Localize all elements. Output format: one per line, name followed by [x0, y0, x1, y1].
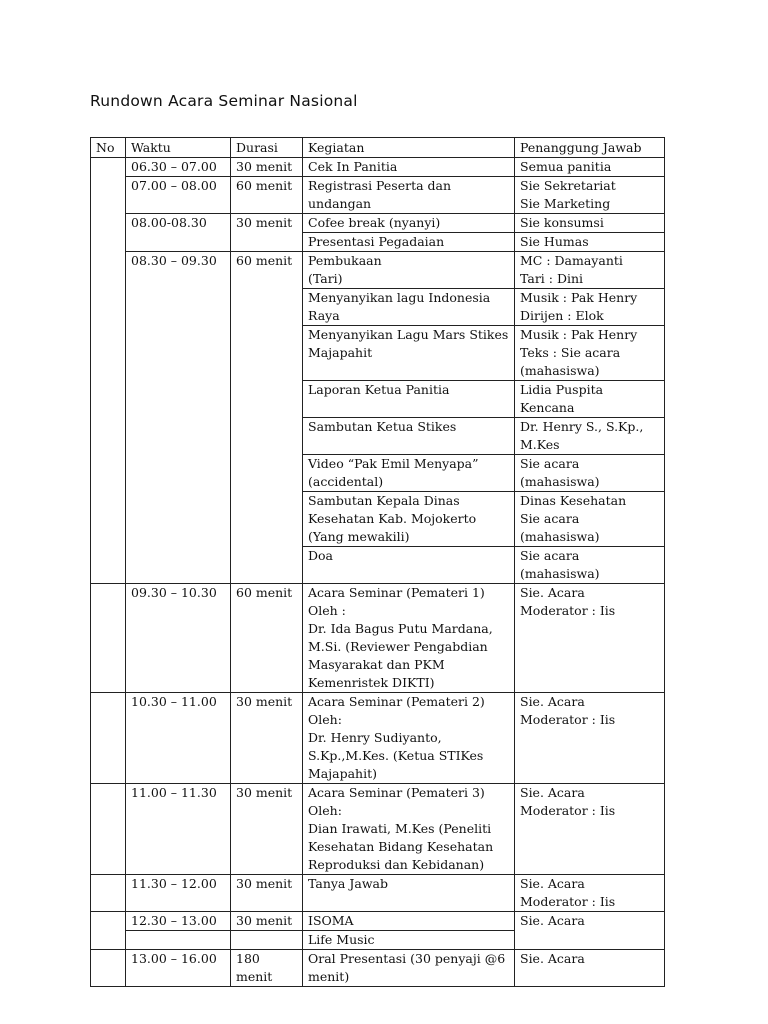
pj-cell: Sie. Acara — [515, 912, 665, 950]
kegiatan-cell: Menyanyikan Lagu Mars Stikes Majapahit — [303, 326, 515, 381]
durasi-cell: 180 menit — [231, 950, 303, 987]
pj-cell: Musik : Pak Henry Teks : Sie acara (mahasiswa) — [515, 326, 665, 381]
kegiatan-cell: Registrasi Peserta dan undangan — [303, 177, 515, 214]
waktu-cell: 06.30 – 07.00 — [126, 158, 231, 177]
durasi-cell: 30 menit — [231, 158, 303, 177]
rundown-table — [90, 137, 665, 987]
pj-cell: Sie acara (mahasiswa) — [515, 547, 665, 584]
no-cell — [91, 912, 126, 950]
pj-cell: Sie. Acara Moderator : Iis — [515, 875, 665, 912]
kegiatan-cell: Presentasi Pegadaian — [303, 233, 515, 252]
header-no: No — [91, 138, 126, 158]
durasi-cell: 60 menit — [231, 177, 303, 214]
table-row — [91, 950, 665, 987]
pj-cell: Sie Sekretariat Sie Marketing — [515, 177, 665, 214]
header-durasi: Durasi — [231, 138, 303, 158]
waktu-cell: 08.00-08.30 — [126, 214, 231, 252]
kegiatan-cell: Pembukaan (Tari) — [303, 252, 515, 289]
kegiatan-cell: Laporan Ketua Panitia — [303, 381, 515, 418]
no-cell — [91, 875, 126, 912]
kegiatan-cell: Cofee break (nyanyi) — [303, 214, 515, 233]
pj-cell: Sie Humas — [515, 233, 665, 252]
kegiatan-cell: Video “Pak Emil Menyapa” (accidental) — [303, 455, 515, 492]
table-row — [91, 784, 665, 875]
no-cell — [91, 693, 126, 784]
durasi-cell: 30 menit — [231, 784, 303, 875]
no-cell — [91, 158, 126, 584]
no-cell — [91, 784, 126, 875]
kegiatan-cell: Cek In Panitia — [303, 158, 515, 177]
durasi-cell: 30 menit — [231, 912, 303, 931]
durasi-cell: 60 menit — [231, 252, 303, 584]
pj-cell: Dr. Henry S., S.Kp., M.Kes — [515, 418, 665, 455]
waktu-cell: 08.30 – 09.30 — [126, 252, 231, 584]
header-penanggung-jawab: Penanggung Jawab — [515, 138, 665, 158]
durasi-cell — [231, 931, 303, 950]
table-header-row — [91, 138, 665, 158]
pj-cell: Musik : Pak Henry Dirijen : Elok — [515, 289, 665, 326]
kegiatan-cell: Sambutan Kepala Dinas Kesehatan Kab. Mojokerto (Yang mewakili) — [303, 492, 515, 547]
kegiatan-cell: Sambutan Ketua Stikes — [303, 418, 515, 455]
waktu-cell: 10.30 – 11.00 — [126, 693, 231, 784]
durasi-cell: 30 menit — [231, 214, 303, 252]
pj-cell: Sie. Acara Moderator : Iis — [515, 784, 665, 875]
pj-cell: Sie. Acara Moderator : Iis — [515, 584, 665, 693]
no-cell — [91, 584, 126, 693]
pj-cell: Lidia Puspita Kencana — [515, 381, 665, 418]
table-row — [91, 912, 665, 931]
header-kegiatan: Kegiatan — [303, 138, 515, 158]
header-waktu: Waktu — [126, 138, 231, 158]
waktu-cell: 12.30 – 13.00 — [126, 912, 231, 931]
kegiatan-cell: Doa — [303, 547, 515, 584]
waktu-cell: 11.30 – 12.00 — [126, 875, 231, 912]
table-row — [91, 693, 665, 784]
waktu-cell: 11.00 – 11.30 — [126, 784, 231, 875]
kegiatan-cell: Acara Seminar (Pemateri 3) Oleh: Dian Irawati, M.Kes (Peneliti Kesehatan Bidang Kesehatan Reproduksi dan Kebidanan) — [303, 784, 515, 875]
pj-cell: Dinas Kesehatan Sie acara (mahasiswa) — [515, 492, 665, 547]
kegiatan-cell: Acara Seminar (Pemateri 2) Oleh: Dr. Henry Sudiyanto, S.Kp.,M.Kes. (Ketua STIKes Majapahit) — [303, 693, 515, 784]
table-row — [91, 875, 665, 912]
pj-cell: Sie acara (mahasiswa) — [515, 455, 665, 492]
kegiatan-cell: Life Music — [303, 931, 515, 950]
durasi-cell: 30 menit — [231, 693, 303, 784]
pj-cell: Sie konsumsi — [515, 214, 665, 233]
pj-cell: Sie. Acara Moderator : Iis — [515, 693, 665, 784]
kegiatan-cell: Tanya Jawab — [303, 875, 515, 912]
kegiatan-cell: Menyanyikan lagu Indonesia Raya — [303, 289, 515, 326]
durasi-cell: 60 menit — [231, 584, 303, 693]
table-row — [91, 158, 665, 177]
table-row — [91, 584, 665, 693]
table-row — [91, 177, 665, 214]
no-cell — [91, 950, 126, 987]
waktu-cell — [126, 931, 231, 950]
waktu-cell: 13.00 – 16.00 — [126, 950, 231, 987]
table-row — [91, 214, 665, 233]
waktu-cell: 07.00 – 08.00 — [126, 177, 231, 214]
pj-cell: Sie. Acara — [515, 950, 665, 987]
page-title: Rundown Acara Seminar Nasional — [90, 92, 358, 110]
durasi-cell: 30 menit — [231, 875, 303, 912]
kegiatan-cell: Acara Seminar (Pemateri 1) Oleh : Dr. Ida Bagus Putu Mardana, M.Si. (Reviewer Pengabdian Masyarakat dan PKM Kemenristek DIKTI) — [303, 584, 515, 693]
kegiatan-cell: ISOMA — [303, 912, 515, 931]
table-row — [91, 252, 665, 289]
waktu-cell: 09.30 – 10.30 — [126, 584, 231, 693]
pj-cell: Semua panitia — [515, 158, 665, 177]
kegiatan-cell: Oral Presentasi (30 penyaji @6 menit) — [303, 950, 515, 987]
pj-cell: MC : Damayanti Tari : Dini — [515, 252, 665, 289]
